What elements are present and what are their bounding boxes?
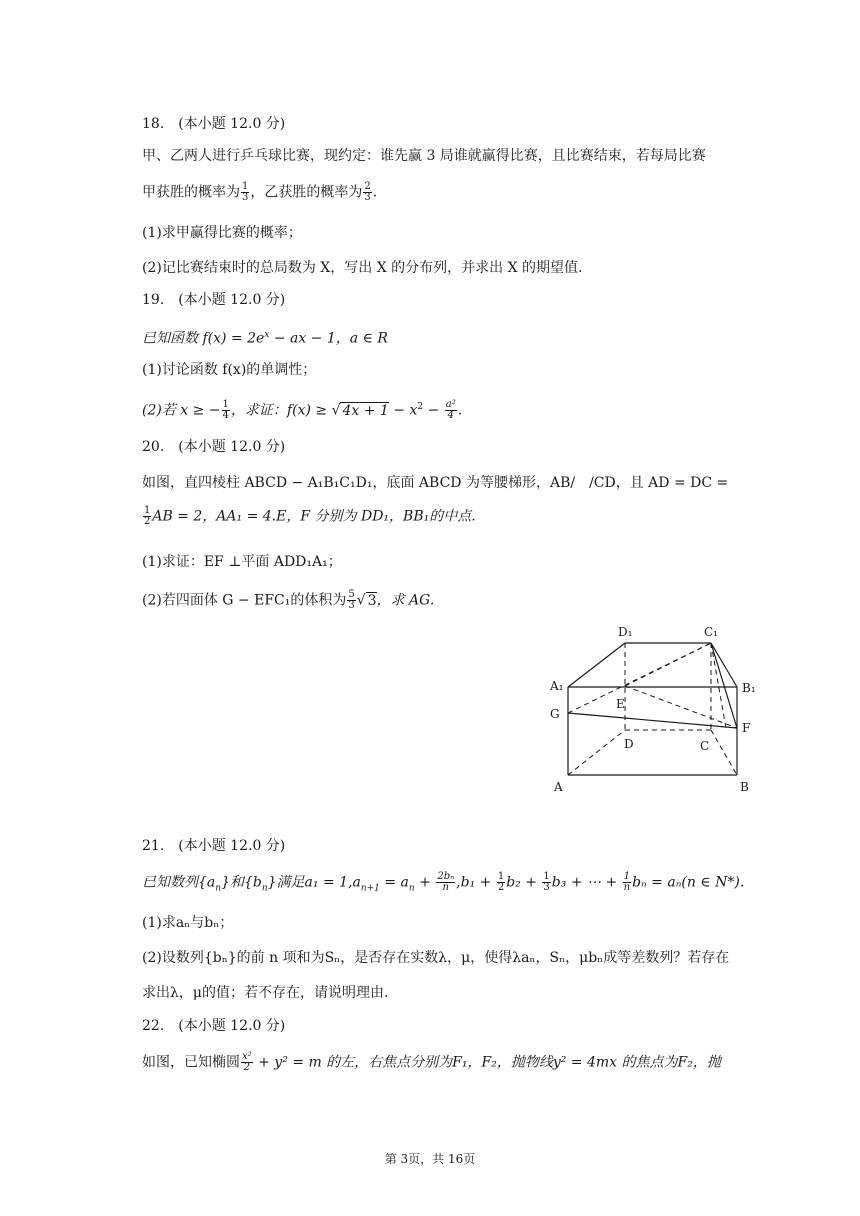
fraction: $\frac{1}{2}$ — [144, 505, 151, 527]
label-B: B — [740, 780, 749, 794]
q20-line2: $\frac{1}{2}$ AB = 2，AA₁ = 4.E，F 分别为 DD₁，BB₁的中点. — [144, 505, 476, 527]
label-D1: D₁ — [618, 625, 633, 639]
segment-EC1 — [625, 643, 711, 686]
page-footer: 第 3页，共 16页 — [384, 1152, 476, 1166]
q18-probabilities: 甲获胜的概率为 $\frac{1}{3}$ ，乙获胜的概率为 $\frac{2}{3}$ . — [142, 181, 378, 203]
q19-part1: (1)讨论函数 f(x)的单调性； — [142, 362, 317, 378]
label-B1: B₁ — [742, 681, 756, 695]
q21-part2a: (2)设数列{bₙ}的前 n 项和为Sₙ，是否存在实数λ，μ，使得λaₙ，Sₙ，μbₙ成等差数列？若存在 — [142, 950, 730, 966]
q20-part2: (2)若四面体 G − EFC₁的体积为 $\frac{5}{3}$ √ 3，求 AG. — [142, 589, 435, 611]
q19-intro: 已知函数 $f(x) = 2e^x$ − ax − 1，a ∈ R — [142, 330, 388, 347]
q18-header: 18. (本小题 12.0 分) — [142, 116, 286, 132]
label-A: A — [554, 780, 563, 794]
fraction: $\frac{1}{2}$ — [497, 871, 505, 893]
q22-header: 22. (本小题 12.0 分) — [142, 1018, 286, 1034]
q20-line1: 如图，直四棱柱 ABCD − A₁B₁C₁D₁，底面 ABCD 为等腰梯形，AB/ /CD，且 AD = DC = — [142, 475, 729, 491]
label-D: D — [624, 737, 634, 751]
label-C1: C₁ — [704, 625, 718, 639]
q21-part2b: 求出λ，μ的值；若不存在，请说明理由. — [142, 985, 389, 1001]
segment-EF — [625, 686, 737, 728]
q19-header: 19. (本小题 12.0 分) — [142, 292, 286, 308]
q18-part1: (1)求甲赢得比赛的概率； — [142, 225, 302, 241]
q22-line1: 如图，已知椭圆 $\frac{\text{x²}}{2}$ + y² = m 的左，右焦点分别为F₁，F₂，抛物线y² = 4mx 的焦点为F₂，抛 — [142, 1051, 721, 1073]
q21-line1: 已知数列$\{a_n\}$和$\{b_n\}$满足$a_1 = 1,a_{n+1} = a_n$ + $\frac{\text{2bₙ}}{n}$ ,b₁ + $\frac{1}{2}$ b₂ + $\frac{1}{3}$ b₃ + ⋯ + $\frac{1}{n}$ bₙ = aₙ(n ∈ N*). — [142, 871, 745, 894]
fraction: $\frac{1}{4}$ — [222, 399, 229, 422]
label-C: C — [700, 739, 710, 753]
fraction: $\frac{\text{2bₙ}}{n}$ — [437, 871, 455, 893]
label-A1: A₁ — [550, 679, 564, 693]
edge-CB — [711, 730, 737, 775]
label-F: F — [742, 721, 751, 735]
q21-header: 21. (本小题 12.0 分) — [142, 838, 286, 854]
label-G: G — [550, 707, 560, 721]
fraction: $\frac{1}{3}$ — [543, 871, 550, 893]
q20-part1: (1)求证：EF ⊥平面 ADD₁A₁； — [142, 554, 342, 570]
label-E: E — [616, 697, 625, 711]
fraction: $\frac{1}{n}$ — [623, 871, 631, 893]
fraction: $\frac{2}{3}$ — [364, 181, 371, 203]
q18-intro: 甲、乙两人进行乒乓球比赛，现约定：谁先赢 3 局谁就赢得比赛，且比赛结束，若每局比赛 — [142, 148, 706, 164]
q18-part2: (2)记比赛结束时的总局数为 X，写出 X 的分布列，并求出 X 的期望值. — [142, 260, 583, 276]
fraction: $\frac{1}{3}$ — [242, 181, 249, 203]
q19-part2: (2)若 x ≥ − $\frac{1}{4}$ ，求证：f(x) ≥ √ $4x + 1 - x^2$ − $\frac{\text{a²}}{4}$ . — [142, 399, 463, 422]
fraction: $\frac{5}{3}$ — [348, 589, 355, 611]
segment-GF — [568, 713, 737, 728]
edge-A1D1 — [568, 643, 625, 687]
q21-part1: (1)求aₙ与bₙ； — [142, 915, 234, 931]
fraction: $\frac{\text{a²}}{4}$ — [445, 399, 456, 422]
fraction: $\frac{\text{x²}}{2}$ — [242, 1051, 252, 1073]
prism-figure — [540, 620, 770, 800]
edge-AD — [568, 730, 625, 775]
q20-header: 20. (本小题 12.0 分) — [142, 439, 286, 455]
